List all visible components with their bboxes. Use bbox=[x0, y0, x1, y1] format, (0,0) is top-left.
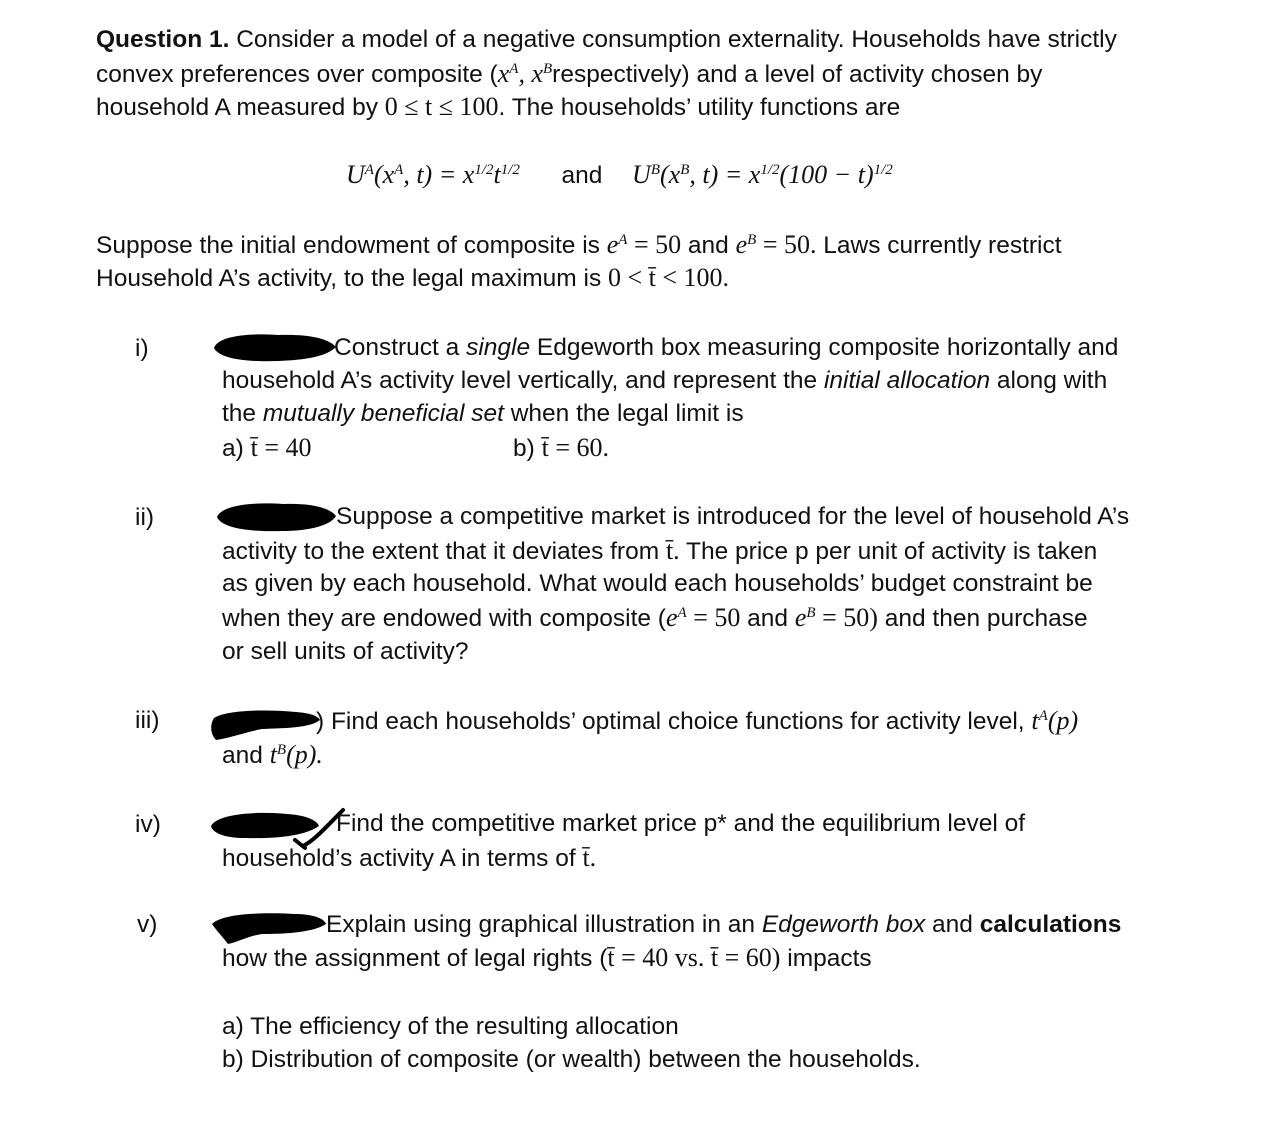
redaction-blot-iii bbox=[206, 704, 324, 744]
item-i-line-3: the mutually beneficial set when the legal limit is bbox=[222, 400, 744, 427]
item-number-i: i) bbox=[135, 335, 149, 362]
item-iii-line-1: ) Find each households’ optimal choice functions for activity level, $t^A(p)$ bbox=[316, 706, 1079, 735]
item-v-line-2: how the assignment of legal rights (t̄ = 40 vs. t̄ = 60) impacts bbox=[222, 943, 872, 972]
item-iv-line-1: Find the competitive market price p* and the equilibrium level of bbox=[336, 810, 1026, 837]
item-iv-line-2: household’s activity A in terms of t̄. bbox=[222, 843, 597, 872]
item-ii-line-3: as given by each household. What would each households’ budget constraint be bbox=[222, 570, 1093, 597]
question-label: Question 1. bbox=[96, 26, 230, 53]
item-number-iv: iv) bbox=[135, 811, 161, 838]
question-line-2: convex preferences over composite ($x^A$, $x^Brespectively$) and a level of activity chosen by bbox=[96, 59, 1043, 88]
redaction-blot-i bbox=[208, 330, 340, 364]
utility-functions: $U^A(x^A$, $t) = x^{1/2}t^{1/2}$ and $U^B(x^B$, $t) = x^{1/2}(100 - t)^{1/2}$ bbox=[346, 160, 893, 189]
item-i-part-a: a) t̄ = 40 bbox=[222, 433, 312, 462]
item-number-iii: iii) bbox=[135, 707, 160, 734]
item-v-sub-a: a) The efficiency of the resulting allocation bbox=[222, 1013, 679, 1040]
question-line-3: household A measured by 0 ≤ t ≤ 100. The households’ utility functions are bbox=[96, 92, 901, 121]
item-i-line-1: Construct a single Edgeworth box measuring composite horizontally and bbox=[334, 334, 1119, 361]
item-v-line-1: Explain using graphical illustration in an Edgeworth box and calculations bbox=[326, 911, 1122, 938]
item-ii-line-2: activity to the extent that it deviates from t̄. The price p per unit of activity is taken bbox=[222, 536, 1098, 565]
redaction-blot-ii bbox=[212, 500, 340, 534]
item-v-sub-b: b) Distribution of composite (or wealth) between the households. bbox=[222, 1046, 921, 1073]
item-iii-line-2: and $t^B(p)$. bbox=[222, 740, 323, 769]
endowment-line-2: Household A’s activity, to the legal maximum is 0 < t̄ < 100. bbox=[96, 263, 730, 292]
item-ii-line-1: Suppose a competitive market is introduced for the level of household A’s bbox=[336, 503, 1130, 530]
item-i-line-2: household A’s activity level vertically, and represent the initial allocation along with bbox=[222, 367, 1108, 394]
item-number-ii: ii) bbox=[135, 504, 155, 531]
item-i-part-b: b) t̄ = 60. bbox=[513, 433, 609, 462]
redaction-blot-v bbox=[208, 906, 332, 948]
item-ii-line-4: when they are endowed with composite ($e^A = 50$ and $e^B = 50$) and then purchase bbox=[222, 603, 1088, 632]
question-line-1: Question 1. Consider a model of a negative consumption externality. Households have strictly bbox=[96, 26, 1117, 53]
item-ii-line-5: or sell units of activity? bbox=[222, 638, 469, 665]
endowment-line-1: Suppose the initial endowment of composite is $e^A = 50$ and $e^B = 50$. Laws currently restrict bbox=[96, 230, 1062, 259]
item-number-v: v) bbox=[137, 911, 158, 938]
